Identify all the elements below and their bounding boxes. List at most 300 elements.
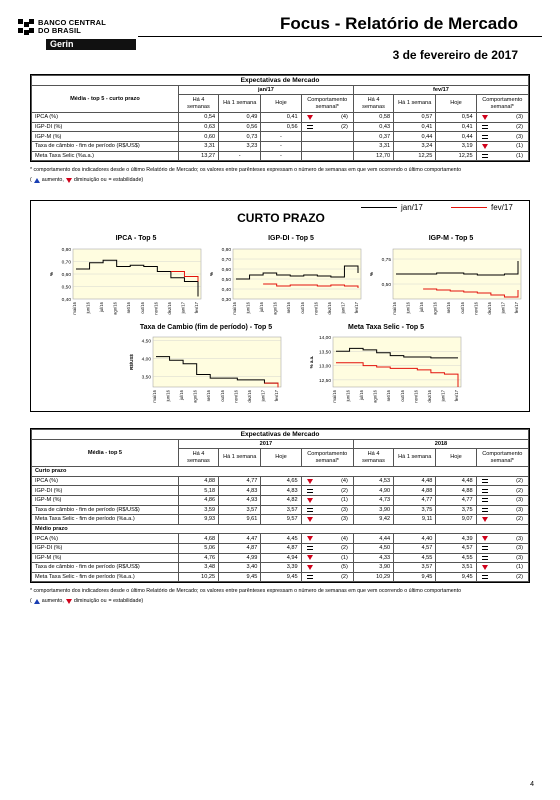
x-tick-label: nov/16 <box>153 302 159 315</box>
row-header: Média - top 5 <box>32 439 179 467</box>
value-cell: 0,44 <box>394 132 436 142</box>
column-header: Há 4 semanas <box>178 95 218 113</box>
value-cell: 4,50 <box>353 543 393 553</box>
chart-cambio <box>127 333 285 409</box>
row-label: IGP-M (%) <box>32 553 179 563</box>
value-cell: - <box>219 151 261 161</box>
x-tick-label: mai/16 <box>232 302 237 315</box>
y-axis-label: R$/US$ <box>129 354 134 370</box>
up-triangle-icon <box>34 599 40 604</box>
value-cell: 3,75 <box>394 505 436 515</box>
x-tick-label: set/16 <box>446 302 452 314</box>
column-header: Comportamento semanal* <box>476 95 528 113</box>
x-tick-label: jun/16 <box>405 302 411 314</box>
value-cell: 4,57 <box>436 543 476 553</box>
short-term-charts-panel <box>30 200 530 412</box>
legend-diminuicao: diminuição ou <box>73 598 107 604</box>
value-cell: 4,76 <box>178 553 218 563</box>
value-cell: 9,07 <box>436 515 476 525</box>
row-label: IGP-DI (%) <box>32 486 179 496</box>
x-tick-label: out/16 <box>139 302 145 314</box>
up-triangle-icon <box>34 178 40 183</box>
value-cell: 3,57 <box>394 563 436 573</box>
logo-bar: Gerin <box>46 39 136 50</box>
value-cell: - <box>261 151 301 161</box>
x-tick-label: dez/16 <box>246 390 252 403</box>
down-triangle-icon <box>307 498 313 503</box>
table-title: Expectativas de Mercado <box>32 76 529 86</box>
value-cell: 4,47 <box>219 534 261 544</box>
x-tick-label: jan/17 <box>340 302 346 314</box>
legend-diminuicao: diminuição ou <box>73 177 107 183</box>
x-tick-label: jul/16 <box>259 302 265 313</box>
value-cell: 9,45 <box>436 572 476 582</box>
value-cell: 3,23 <box>219 141 261 151</box>
trend-cell: (3) <box>476 534 528 544</box>
x-tick-label: set/16 <box>126 302 132 314</box>
value-cell: 3,90 <box>353 563 393 573</box>
value-cell: 3,48 <box>178 563 218 573</box>
logo-line2: DO BRASIL <box>38 26 82 35</box>
value-cell: 0,41 <box>394 122 436 132</box>
row-label: Taxa de câmbio - fim de período (R$/US$) <box>32 563 179 573</box>
value-cell: 4,99 <box>219 553 261 563</box>
down-triangle-icon <box>482 115 488 120</box>
down-triangle-icon <box>307 517 313 522</box>
value-cell: 10,29 <box>353 572 393 582</box>
value-cell: 4,45 <box>261 534 301 544</box>
equal-icon <box>307 575 313 579</box>
table-row <box>32 151 529 161</box>
value-cell: 0,60 <box>178 132 218 142</box>
period-header: fev/17 <box>353 85 528 95</box>
trend-cell: (3) <box>476 543 528 553</box>
value-cell: 4,73 <box>353 495 393 505</box>
y-tick-label: 0,50 <box>381 283 391 288</box>
equal-icon <box>307 546 313 550</box>
logo-line1: BANCO CENTRAL <box>38 18 107 27</box>
page-title: Focus - Relatório de Mercado <box>279 14 518 33</box>
section-label: Médio prazo <box>32 524 529 534</box>
y-tick-label: 0,40 <box>221 288 231 293</box>
x-tick-label: jan/17 <box>500 302 506 314</box>
value-cell: 12,70 <box>353 151 393 161</box>
y-tick-label: 0,70 <box>221 258 231 263</box>
value-cell: 0,58 <box>353 113 393 123</box>
value-cell: 4,55 <box>394 553 436 563</box>
x-tick-label: mai/16 <box>392 302 397 315</box>
y-tick-label: 12,50 <box>318 378 331 384</box>
value-cell: 4,93 <box>219 495 261 505</box>
table-title: Expectativas de Mercado <box>32 430 529 440</box>
x-tick-label: jul/16 <box>99 302 105 313</box>
value-cell: 0,41 <box>261 113 301 123</box>
footnote: * comportamento dos indicadores desde o último Relatório de Mercado; os valores entre parênteses expressam o número de semanas em que vem ocorrendo o último comportamento <box>30 167 462 173</box>
x-tick-label: jun/16 <box>85 302 91 314</box>
x-tick-label: set/16 <box>206 390 212 402</box>
value-cell: 4,88 <box>394 486 436 496</box>
y-tick-label: 0,50 <box>61 285 71 291</box>
value-cell: 4,83 <box>261 486 301 496</box>
column-header: Hoje <box>261 449 301 467</box>
value-cell: 4,39 <box>436 534 476 544</box>
value-cell: 3,51 <box>436 563 476 573</box>
x-tick-label: set/16 <box>386 390 392 402</box>
value-cell: 3,40 <box>219 563 261 573</box>
x-tick-label: dez/16 <box>166 302 172 315</box>
value-cell: 3,75 <box>436 505 476 515</box>
value-cell: 12,25 <box>394 151 436 161</box>
symbol-legend: ( aumento, diminuição ou = estabilidade) <box>30 177 144 183</box>
equal-icon <box>482 479 488 483</box>
legend-estabilidade: = estabilidade) <box>108 598 144 604</box>
row-label: Meta Taxa Selic - fim de período (%a.a.) <box>32 515 179 525</box>
trend-cell: (2) <box>476 515 528 525</box>
trend-cell: (3) <box>301 505 353 515</box>
value-cell: 4,90 <box>353 486 393 496</box>
x-tick-label: jul/16 <box>419 302 425 313</box>
value-cell: 0,37 <box>353 132 393 142</box>
x-tick-label: out/16 <box>219 390 225 402</box>
value-cell: 13,27 <box>178 151 218 161</box>
row-label: IPCA (%) <box>32 476 179 486</box>
value-cell: 4,88 <box>436 486 476 496</box>
trend-cell: (2) <box>476 476 528 486</box>
value-cell: 5,06 <box>178 543 218 553</box>
y-tick-label: 13,00 <box>318 364 331 370</box>
x-tick-label: jan/17 <box>260 390 266 402</box>
value-cell: 4,33 <box>353 553 393 563</box>
value-cell: 3,57 <box>219 505 261 515</box>
equal-icon <box>307 508 313 512</box>
column-header: Há 1 semana <box>394 95 436 113</box>
x-tick-label: fev/17 <box>514 302 519 314</box>
page-number: 4 <box>530 781 534 788</box>
bcb-logo-icon <box>18 19 34 35</box>
value-cell: 9,57 <box>261 515 301 525</box>
y-axis-label: % a.a. <box>309 355 314 369</box>
value-cell: 0,44 <box>436 132 476 142</box>
chart-title-cambio: Taxa de Cambio (fim de período) - Top 5 <box>139 324 273 331</box>
table-row <box>32 141 529 151</box>
table-row <box>32 543 529 553</box>
y-tick-label: 3,50 <box>141 375 151 381</box>
symbol-legend-2: ( aumento, diminuição ou = estabilidade) <box>30 598 144 604</box>
annual-expectations-table <box>30 428 530 583</box>
down-triangle-icon <box>482 565 488 570</box>
value-cell: 0,43 <box>353 122 393 132</box>
trend-cell: (1) <box>476 563 528 573</box>
table-row <box>32 486 529 496</box>
x-tick-label: jan/17 <box>180 302 186 314</box>
chart-selic <box>307 333 465 409</box>
x-tick-label: mai/16 <box>332 390 337 403</box>
row-label: IPCA (%) <box>32 534 179 544</box>
column-header: Comportamento semanal* <box>476 449 528 467</box>
table-row <box>32 495 529 505</box>
trend-cell: (2) <box>476 122 528 132</box>
value-cell: 3,57 <box>261 505 301 515</box>
column-header: Há 1 semana <box>219 449 261 467</box>
row-label: IGP-M (%) <box>32 495 179 505</box>
y-tick-label: 13,50 <box>318 350 331 356</box>
trend-cell: (1) <box>476 141 528 151</box>
row-label: IGP-M (%) <box>32 132 179 142</box>
value-cell: 9,11 <box>394 515 436 525</box>
y-tick-label: 0,60 <box>221 268 231 273</box>
x-tick-label: jan/17 <box>440 390 446 402</box>
expectations-table-monthly <box>31 75 529 161</box>
y-tick-label: 14,00 <box>318 336 331 341</box>
x-tick-label: fev/17 <box>194 302 199 314</box>
x-tick-label: jun/16 <box>165 390 171 402</box>
trend-cell: (2) <box>476 486 528 496</box>
x-tick-label: fev/17 <box>354 302 359 314</box>
value-cell: 0,54 <box>178 113 218 123</box>
equal-icon <box>482 498 488 502</box>
trend-cell: (3) <box>476 113 528 123</box>
x-tick-label: ago/16 <box>432 302 438 315</box>
y-tick-label: 4,50 <box>141 339 151 345</box>
table-row <box>32 122 529 132</box>
value-cell: 3,90 <box>353 505 393 515</box>
trend-cell: (3) <box>301 515 353 525</box>
trend-cell <box>301 151 353 161</box>
down-triangle-icon <box>482 517 488 522</box>
footnote-2: * comportamento dos indicadores desde o último Relatório de Mercado; os valores entre parênteses expressam o número de semanas em que vem ocorrendo o último comportamento <box>30 588 462 594</box>
chart-title-selic: Meta Taxa Selic - Top 5 <box>348 324 424 331</box>
trend-cell: (4) <box>301 113 353 123</box>
row-label: Meta Taxa Selic - fim de período (%a.a.) <box>32 572 179 582</box>
column-header: Hoje <box>261 95 301 113</box>
down-triangle-icon <box>66 599 72 604</box>
chart-title-ipca: IPCA - Top 5 <box>115 235 157 242</box>
value-cell: 9,45 <box>394 572 436 582</box>
y-tick-label: 0,50 <box>221 278 231 283</box>
value-cell: 4,57 <box>394 543 436 553</box>
y-tick-label: 0,40 <box>61 298 71 303</box>
down-triangle-icon <box>307 115 313 120</box>
trend-cell: (3) <box>476 553 528 563</box>
value-cell: 4,77 <box>394 495 436 505</box>
value-cell: 0,63 <box>178 122 218 132</box>
down-triangle-icon <box>307 536 313 541</box>
x-tick-label: dez/16 <box>326 302 332 315</box>
report-date: 3 de fevereiro de 2017 <box>392 48 518 62</box>
table-row <box>32 476 529 486</box>
value-cell: 4,55 <box>436 553 476 563</box>
value-cell: 9,93 <box>178 515 218 525</box>
x-tick-label: nov/16 <box>233 390 239 403</box>
column-header: Há 4 semanas <box>353 95 393 113</box>
row-label: Taxa de câmbio - fim de período (R$/US$) <box>32 141 179 151</box>
period-header: 2017 <box>178 439 353 449</box>
x-tick-label: dez/16 <box>486 302 492 315</box>
down-triangle-icon <box>307 555 313 560</box>
table-row <box>32 534 529 544</box>
trend-cell: (2) <box>301 543 353 553</box>
value-cell: 0,54 <box>436 113 476 123</box>
value-cell: 12,25 <box>436 151 476 161</box>
value-cell: 4,82 <box>261 495 301 505</box>
plot-area <box>233 249 361 299</box>
y-tick-label: 4,00 <box>141 357 151 363</box>
x-tick-label: jun/16 <box>345 390 351 402</box>
equal-icon <box>482 135 488 139</box>
x-tick-label: dez/16 <box>426 390 432 403</box>
x-tick-label: ago/16 <box>272 302 278 315</box>
value-cell: 4,44 <box>353 534 393 544</box>
trend-cell: (1) <box>301 495 353 505</box>
y-tick-label: 0,80 <box>61 248 71 253</box>
value-cell: 4,87 <box>219 543 261 553</box>
equal-icon <box>482 154 488 158</box>
trend-cell: (3) <box>476 132 528 142</box>
equal-icon <box>307 125 313 129</box>
down-triangle-icon <box>482 536 488 541</box>
column-header: Hoje <box>436 449 476 467</box>
trend-cell <box>301 132 353 142</box>
trend-cell: (4) <box>301 476 353 486</box>
value-cell: 4,77 <box>436 495 476 505</box>
down-triangle-icon <box>66 178 72 183</box>
trend-cell: (1) <box>476 151 528 161</box>
trend-cell: (2) <box>301 486 353 496</box>
value-cell: 4,53 <box>353 476 393 486</box>
y-tick-label: 0,70 <box>61 260 71 266</box>
value-cell: 9,45 <box>261 572 301 582</box>
trend-cell: (3) <box>476 495 528 505</box>
table-row <box>32 572 529 582</box>
value-cell: - <box>261 132 301 142</box>
value-cell: 4,77 <box>219 476 261 486</box>
table-row <box>32 113 529 123</box>
legend-aumento: aumento, <box>41 598 64 604</box>
down-triangle-icon <box>307 565 313 570</box>
chart-igpm <box>367 245 525 321</box>
value-cell: 4,65 <box>261 476 301 486</box>
value-cell: 9,45 <box>219 572 261 582</box>
trend-cell: (2) <box>476 572 528 582</box>
x-tick-label: jun/16 <box>245 302 251 314</box>
value-cell: - <box>261 141 301 151</box>
chart-title-igpm: IGP-M - Top 5 <box>428 235 474 242</box>
expectations-table-annual <box>31 429 529 582</box>
value-cell: 4,48 <box>436 476 476 486</box>
x-tick-label: nov/16 <box>473 302 479 315</box>
table-row <box>32 553 529 563</box>
value-cell: 10,25 <box>178 572 218 582</box>
period-header: 2018 <box>353 439 528 449</box>
column-header: Comportamento semanal* <box>301 95 353 113</box>
equal-icon <box>482 125 488 129</box>
trend-cell: (1) <box>301 553 353 563</box>
column-header: Hoje <box>436 95 476 113</box>
x-tick-label: out/16 <box>459 302 465 314</box>
x-tick-label: fev/17 <box>274 390 279 402</box>
value-cell: 4,86 <box>178 495 218 505</box>
chart-igpdi <box>207 245 365 321</box>
value-cell: 0,56 <box>261 122 301 132</box>
report-header <box>18 10 542 70</box>
bcb-logo <box>18 16 138 62</box>
equal-icon <box>482 556 488 560</box>
section-label: Curto prazo <box>32 467 529 477</box>
x-tick-label: fev/17 <box>454 390 459 402</box>
chart-ipca <box>47 245 205 321</box>
trend-cell: (2) <box>301 122 353 132</box>
value-cell: 9,42 <box>353 515 393 525</box>
value-cell: 5,18 <box>178 486 218 496</box>
trend-cell: (4) <box>301 534 353 544</box>
value-cell: 9,61 <box>219 515 261 525</box>
value-cell: 0,41 <box>436 122 476 132</box>
row-label: Taxa de câmbio - fim de período (R$/US$) <box>32 505 179 515</box>
plot-area <box>333 337 461 387</box>
chart-title-igpdi: IGP-DI - Top 5 <box>268 235 314 242</box>
header-rule <box>138 36 542 37</box>
legend-jan: jan/17 <box>361 203 423 212</box>
value-cell: 4,68 <box>178 534 218 544</box>
value-cell: 3,19 <box>436 141 476 151</box>
value-cell: 4,94 <box>261 553 301 563</box>
legend-estabilidade: = estabilidade) <box>108 177 144 183</box>
x-tick-label: ago/16 <box>192 390 198 403</box>
trend-cell: (5) <box>301 563 353 573</box>
down-triangle-icon <box>482 144 488 149</box>
row-label: Meta Taxa Selic (%a.a.) <box>32 151 179 161</box>
y-tick-label: 0,60 <box>61 273 71 278</box>
x-tick-label: ago/16 <box>372 390 378 403</box>
table-row <box>32 515 529 525</box>
trend-cell: (2) <box>301 572 353 582</box>
column-header: Há 4 semanas <box>353 449 393 467</box>
value-cell: 4,87 <box>261 543 301 553</box>
trend-cell: (3) <box>476 505 528 515</box>
row-label: IGP-DI (%) <box>32 122 179 132</box>
table-row <box>32 132 529 142</box>
x-tick-label: mai/16 <box>72 302 77 315</box>
value-cell: 3,24 <box>394 141 436 151</box>
value-cell: 3,31 <box>353 141 393 151</box>
legend-fev: fev/17 <box>451 203 513 212</box>
row-label: IPCA (%) <box>32 113 179 123</box>
x-tick-label: mai/16 <box>152 390 157 403</box>
trend-cell <box>301 141 353 151</box>
row-label: IGP-DI (%) <box>32 543 179 553</box>
x-tick-label: out/16 <box>399 390 405 402</box>
value-cell: 4,48 <box>394 476 436 486</box>
value-cell: 3,39 <box>261 563 301 573</box>
x-tick-label: nov/16 <box>413 390 419 403</box>
equal-icon <box>482 508 488 512</box>
period-header: jan/17 <box>178 85 353 95</box>
table-row <box>32 505 529 515</box>
equal-icon <box>482 489 488 493</box>
table-row <box>32 563 529 573</box>
value-cell: 0,56 <box>219 122 261 132</box>
equal-icon <box>482 546 488 550</box>
row-header: Média - top 5 - curto prazo <box>32 85 179 113</box>
equal-icon <box>307 489 313 493</box>
short-term-expectations-table <box>30 74 530 162</box>
column-header: Há 1 semana <box>394 449 436 467</box>
column-header: Comportamento semanal* <box>301 449 353 467</box>
value-cell: 3,59 <box>178 505 218 515</box>
down-triangle-icon <box>307 479 313 484</box>
value-cell: 4,83 <box>219 486 261 496</box>
value-cell: 0,73 <box>219 132 261 142</box>
